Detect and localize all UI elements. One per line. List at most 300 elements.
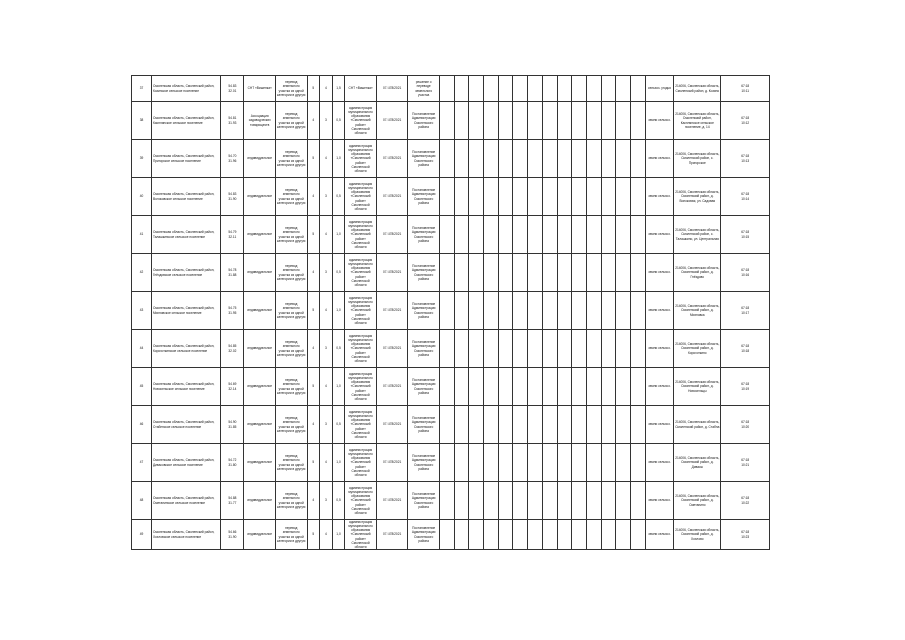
cell-code: 67:18 10:18 <box>721 330 770 368</box>
cell-purpose: индивидуальное <box>244 178 276 216</box>
cell-coords: 54.72 31.80 <box>221 444 244 482</box>
empty-cell <box>557 368 572 406</box>
cell-addr: Смоленская область, Смоленский район, Пригорское сельское поселение <box>151 140 220 178</box>
empty-cell <box>631 140 646 178</box>
empty-cell <box>586 254 601 292</box>
cell-f7: 4 <box>320 444 333 482</box>
empty-cell <box>542 102 557 140</box>
empty-cell <box>572 482 587 520</box>
empty-cell <box>601 254 616 292</box>
empty-cell <box>601 216 616 254</box>
cell-cat: земли сельхоз. <box>645 292 673 330</box>
cell-code: 67:18 10:14 <box>721 178 770 216</box>
cell-dest: 214006, Смоленская область, Смоленский район, с. Пригорское <box>674 140 721 178</box>
empty-cell <box>528 368 543 406</box>
cell-f6: 4 <box>307 102 320 140</box>
cell-f6: 5 <box>307 76 320 102</box>
empty-cell <box>631 102 646 140</box>
empty-cell <box>557 292 572 330</box>
cell-addr: Смоленская область, Смоленский район, Гнёздовское сельское поселение <box>151 254 220 292</box>
empty-cell <box>586 520 601 550</box>
empty-cell <box>439 520 454 550</box>
empty-cell <box>601 368 616 406</box>
document-sheet <box>131 75 770 569</box>
cell-dest: 214006, Смоленская область, Смоленский район, д. Волоковая, ул. Садовая <box>674 178 721 216</box>
cell-num: 44 <box>132 330 152 368</box>
empty-cell <box>528 102 543 140</box>
empty-cell <box>616 76 631 102</box>
cell-code: 67:18 10:15 <box>721 216 770 254</box>
cell-addr: Смоленская область, Смоленский район, Новосельское сельское поселение <box>151 368 220 406</box>
empty-cell <box>616 254 631 292</box>
empty-cell <box>439 292 454 330</box>
empty-cell <box>484 216 499 254</box>
cell-f8: 0,5 <box>332 330 345 368</box>
empty-cell <box>631 482 646 520</box>
cell-doc: Постановление Администрации Смоленского района <box>408 140 440 178</box>
empty-cell <box>572 216 587 254</box>
empty-cell <box>528 76 543 102</box>
cell-type: перевод земельного участка из одной категории в другую <box>275 178 307 216</box>
cell-kad: администрация муниципального образования «Смоленский район» Смоленской области <box>345 140 377 178</box>
cell-purpose: индивидуальное <box>244 216 276 254</box>
cell-doc: Постановление Администрации Смоленского района <box>408 178 440 216</box>
empty-cell <box>528 178 543 216</box>
empty-cell <box>469 368 484 406</box>
cell-addr: Смоленская область, Смоленский район, Козинское сельское поселение <box>151 76 220 102</box>
empty-cell <box>484 254 499 292</box>
empty-cell <box>616 482 631 520</box>
cell-purpose: индивидуальное <box>244 254 276 292</box>
empty-cell <box>469 406 484 444</box>
cell-num: 47 <box>132 444 152 482</box>
cell-kad: администрация муниципального образования «Смоленский район» Смоленской области <box>345 216 377 254</box>
cell-dest: 214006, Смоленская область, Смоленский район, Касплянское сельское поселение, д. 14 <box>674 102 721 140</box>
cell-org: 07-Ч78/2021 <box>376 216 408 254</box>
empty-cell <box>454 216 469 254</box>
cell-cat: земли сельхоз. <box>645 520 673 550</box>
cell-coords: 54.66 31.90 <box>221 520 244 550</box>
empty-cell <box>469 254 484 292</box>
cell-coords: 54.69 32.14 <box>221 368 244 406</box>
empty-cell <box>439 216 454 254</box>
cell-num: 40 <box>132 178 152 216</box>
empty-cell <box>586 406 601 444</box>
cell-addr: Смоленская область, Смоленский район, Михновское сельское поселение <box>151 292 220 330</box>
cell-org: 07-Ч78/2021 <box>376 482 408 520</box>
cell-f7: 4 <box>320 292 333 330</box>
cell-code: 67:18 10:19 <box>721 368 770 406</box>
cell-num: 48 <box>132 482 152 520</box>
cell-kad: администрация муниципального образования «Смоленский район» Смоленской области <box>345 368 377 406</box>
cell-kad: администрация муниципального образования «Смоленский район» Смоленской области <box>345 482 377 520</box>
cell-addr: Смоленская область, Смоленский район, Корохоткинское сельское поселение <box>151 330 220 368</box>
cell-type: перевод земельного участка из одной категории в другую <box>275 140 307 178</box>
empty-cell <box>631 330 646 368</box>
empty-cell <box>586 102 601 140</box>
empty-cell <box>557 406 572 444</box>
empty-cell <box>572 102 587 140</box>
cell-type: перевод земельного участка из одной категории в другую <box>275 444 307 482</box>
empty-cell <box>601 520 616 550</box>
cell-f7: 4 <box>320 140 333 178</box>
cell-cat: земли сельхоз. <box>645 406 673 444</box>
empty-cell <box>454 292 469 330</box>
cell-f7: 3 <box>320 102 333 140</box>
empty-cell <box>484 76 499 102</box>
empty-cell <box>513 406 528 444</box>
cell-doc: Постановление Администрации Смоленского района <box>408 102 440 140</box>
cell-f8: 1,0 <box>332 140 345 178</box>
empty-cell <box>498 482 513 520</box>
empty-cell <box>498 444 513 482</box>
cell-doc: решение о переводе земельного участка <box>408 76 440 102</box>
cell-addr: Смоленская область, Смоленский район, Сметанинское сельское поселение <box>151 482 220 520</box>
table-body <box>132 76 770 550</box>
empty-cell <box>557 330 572 368</box>
empty-cell <box>439 482 454 520</box>
empty-cell <box>498 140 513 178</box>
cell-dest: 214006, Смоленская область, Смоленский район, д. Дивасы <box>674 444 721 482</box>
cell-cat: земли сельхоз. <box>645 254 673 292</box>
empty-cell <box>542 368 557 406</box>
cell-coords: 54.90 31.85 <box>221 406 244 444</box>
cell-code: 67:18 10:11 <box>721 76 770 102</box>
empty-cell <box>616 330 631 368</box>
cell-addr: Смоленская область, Смоленский район, Талашкинское сельское поселение <box>151 216 220 254</box>
empty-cell <box>616 444 631 482</box>
empty-cell <box>439 368 454 406</box>
empty-cell <box>557 102 572 140</box>
cell-type: перевод земельного участка из одной категории в другую <box>275 292 307 330</box>
cell-org: 07-Ч78/2021 <box>376 76 408 102</box>
cell-addr: Смоленская область, Смоленский район, Хохловское сельское поселение <box>151 520 220 550</box>
empty-cell <box>542 178 557 216</box>
empty-cell <box>498 76 513 102</box>
cell-coords: 54.75 31.95 <box>221 292 244 330</box>
cell-code: 67:18 10:20 <box>721 406 770 444</box>
cell-purpose: индивидуальное <box>244 444 276 482</box>
cell-type: перевод земельного участка из одной категории в другую <box>275 102 307 140</box>
empty-cell <box>586 482 601 520</box>
empty-cell <box>469 444 484 482</box>
table-row <box>132 330 770 368</box>
cell-f7: 3 <box>320 406 333 444</box>
cell-num: 46 <box>132 406 152 444</box>
empty-cell <box>601 330 616 368</box>
cell-cat: земли сельхоз. <box>645 178 673 216</box>
cell-dest: 214006, Смоленская область, Смоленский район, д. Михновка <box>674 292 721 330</box>
cell-cat: земли сельхоз. <box>645 140 673 178</box>
empty-cell <box>586 76 601 102</box>
cell-kad: СНТ «Вишенка» <box>345 76 377 102</box>
empty-cell <box>631 292 646 330</box>
empty-cell <box>513 216 528 254</box>
cell-f6: 5 <box>307 140 320 178</box>
empty-cell <box>557 444 572 482</box>
cell-kad: администрация муниципального образования «Смоленский район» Смоленской области <box>345 406 377 444</box>
empty-cell <box>528 406 543 444</box>
cell-f8: 0,5 <box>332 482 345 520</box>
cell-kad: администрация муниципального образования «Смоленский район» Смоленской области <box>345 102 377 140</box>
cell-num: 39 <box>132 140 152 178</box>
cell-cat: земли сельхоз. <box>645 482 673 520</box>
cell-coords: 54.81 31.93 <box>221 102 244 140</box>
cell-f8: 1,0 <box>332 444 345 482</box>
empty-cell <box>542 76 557 102</box>
cell-type: перевод земельного участка из одной категории в другую <box>275 482 307 520</box>
cell-dest: 214006, Смоленская область, Смоленский район, д. Козино <box>674 76 721 102</box>
empty-cell <box>439 76 454 102</box>
empty-cell <box>454 368 469 406</box>
empty-cell <box>498 330 513 368</box>
empty-cell <box>513 178 528 216</box>
cell-code: 67:18 10:22 <box>721 482 770 520</box>
cell-dest: 214006, Смоленская область, Смоленский район, д. Хохлово <box>674 520 721 550</box>
cell-doc: Постановление Администрации Смоленского района <box>408 254 440 292</box>
cell-cat: земли сельхоз. <box>645 444 673 482</box>
cell-f7: 4 <box>320 368 333 406</box>
cell-addr: Смоленская область, Смоленский район, Стабенское сельское поселение <box>151 406 220 444</box>
cell-f7: 3 <box>320 482 333 520</box>
table-row <box>132 216 770 254</box>
empty-cell <box>528 444 543 482</box>
empty-cell <box>469 178 484 216</box>
cell-purpose: индивидуальное <box>244 482 276 520</box>
cell-f8: 0,5 <box>332 178 345 216</box>
empty-cell <box>484 330 499 368</box>
empty-cell <box>631 520 646 550</box>
empty-cell <box>469 102 484 140</box>
empty-cell <box>439 254 454 292</box>
cell-code: 67:18 10:12 <box>721 102 770 140</box>
empty-cell <box>616 216 631 254</box>
empty-cell <box>586 330 601 368</box>
empty-cell <box>601 444 616 482</box>
cell-kad: администрация муниципального образования «Смоленский район» Смоленской области <box>345 330 377 368</box>
empty-cell <box>469 482 484 520</box>
cell-type: перевод земельного участка из одной категории в другую <box>275 368 307 406</box>
empty-cell <box>454 178 469 216</box>
empty-cell <box>616 368 631 406</box>
empty-cell <box>484 520 499 550</box>
empty-cell <box>484 368 499 406</box>
cell-f8: 0,5 <box>332 254 345 292</box>
empty-cell <box>542 330 557 368</box>
empty-cell <box>542 254 557 292</box>
empty-cell <box>498 292 513 330</box>
cell-addr: Смоленская область, Смоленский район, Касплянское сельское поселение <box>151 102 220 140</box>
table-row <box>132 76 770 102</box>
empty-cell <box>454 330 469 368</box>
empty-cell <box>439 330 454 368</box>
empty-cell <box>616 520 631 550</box>
empty-cell <box>454 406 469 444</box>
cell-doc: Постановление Администрации Смоленского района <box>408 482 440 520</box>
cell-coords: 54.70 31.96 <box>221 140 244 178</box>
empty-cell <box>601 178 616 216</box>
empty-cell <box>586 444 601 482</box>
empty-cell <box>616 178 631 216</box>
cell-f6: 4 <box>307 330 320 368</box>
cell-f8: 1,0 <box>332 292 345 330</box>
empty-cell <box>439 140 454 178</box>
cell-purpose: индивидуальное <box>244 330 276 368</box>
empty-cell <box>513 444 528 482</box>
table-row <box>132 254 770 292</box>
empty-cell <box>498 102 513 140</box>
empty-cell <box>572 178 587 216</box>
cell-type: перевод земельного участка из одной категории в другую <box>275 330 307 368</box>
empty-cell <box>572 444 587 482</box>
cell-code: 67:18 10:23 <box>721 520 770 550</box>
empty-cell <box>484 406 499 444</box>
empty-cell <box>498 254 513 292</box>
cell-doc: Постановление Администрации Смоленского района <box>408 520 440 550</box>
empty-cell <box>513 292 528 330</box>
empty-cell <box>557 520 572 550</box>
cell-dest: 214006, Смоленская область, Смоленский район, д. Гнёздово <box>674 254 721 292</box>
cell-type: перевод земельного участка из одной категории в другую <box>275 406 307 444</box>
empty-cell <box>572 76 587 102</box>
cell-purpose: индивидуальное <box>244 292 276 330</box>
cell-org: 07-Ч78/2021 <box>376 292 408 330</box>
cell-f6: 5 <box>307 292 320 330</box>
empty-cell <box>528 140 543 178</box>
empty-cell <box>631 178 646 216</box>
cell-purpose: Ассоциация садоводческих товариществ <box>244 102 276 140</box>
cell-dest: 214006, Смоленская область, Смоленский район, д. Новосельцы <box>674 368 721 406</box>
empty-cell <box>484 102 499 140</box>
empty-cell <box>439 406 454 444</box>
table-row <box>132 482 770 520</box>
table-row <box>132 102 770 140</box>
table-row <box>132 520 770 550</box>
empty-cell <box>586 292 601 330</box>
cell-org: 07-Ч78/2021 <box>376 102 408 140</box>
cell-coords: 54.78 31.88 <box>221 254 244 292</box>
empty-cell <box>513 76 528 102</box>
cell-coords: 54.85 32.02 <box>221 330 244 368</box>
cell-f8: 1,5 <box>332 76 345 102</box>
cell-org: 07-Ч78/2021 <box>376 254 408 292</box>
empty-cell <box>454 482 469 520</box>
empty-cell <box>469 292 484 330</box>
cell-coords: 54.79 32.11 <box>221 216 244 254</box>
empty-cell <box>484 140 499 178</box>
cell-addr: Смоленская область, Смоленский район, Волоковское сельское поселение <box>151 178 220 216</box>
empty-cell <box>557 76 572 102</box>
empty-cell <box>513 520 528 550</box>
cell-cat: земли сельхоз. <box>645 102 673 140</box>
cell-f8: 1,0 <box>332 368 345 406</box>
cell-org: 07-Ч78/2021 <box>376 330 408 368</box>
empty-cell <box>616 292 631 330</box>
empty-cell <box>513 482 528 520</box>
empty-cell <box>454 444 469 482</box>
empty-cell <box>484 482 499 520</box>
empty-cell <box>454 140 469 178</box>
empty-cell <box>616 406 631 444</box>
empty-cell <box>528 216 543 254</box>
cell-num: 42 <box>132 254 152 292</box>
cell-kad: администрация муниципального образования «Смоленский район» Смоленской области <box>345 444 377 482</box>
empty-cell <box>631 406 646 444</box>
empty-cell <box>572 368 587 406</box>
empty-cell <box>586 178 601 216</box>
cell-code: 67:18 10:16 <box>721 254 770 292</box>
cell-doc: Постановление Администрации Смоленского района <box>408 216 440 254</box>
cell-purpose: индивидуальное <box>244 368 276 406</box>
empty-cell <box>528 520 543 550</box>
cell-org: 07-Ч78/2021 <box>376 406 408 444</box>
cell-code: 67:18 10:13 <box>721 140 770 178</box>
table-row <box>132 368 770 406</box>
cell-f6: 4 <box>307 254 320 292</box>
empty-cell <box>528 482 543 520</box>
empty-cell <box>542 444 557 482</box>
empty-cell <box>484 292 499 330</box>
cell-code: 67:18 10:21 <box>721 444 770 482</box>
cell-f7: 3 <box>320 330 333 368</box>
cell-doc: Постановление Администрации Смоленского района <box>408 444 440 482</box>
empty-cell <box>513 254 528 292</box>
cell-org: 07-Ч78/2021 <box>376 368 408 406</box>
empty-cell <box>439 444 454 482</box>
cell-dest: 214006, Смоленская область, Смоленский район, д. Стабна <box>674 406 721 444</box>
cell-f6: 4 <box>307 482 320 520</box>
cell-doc: Постановление Администрации Смоленского района <box>408 368 440 406</box>
empty-cell <box>572 520 587 550</box>
cell-purpose: индивидуальное <box>244 520 276 550</box>
empty-cell <box>498 368 513 406</box>
empty-cell <box>469 140 484 178</box>
empty-cell <box>439 178 454 216</box>
cell-kad: администрация муниципального образования «Смоленский район» Смоленской области <box>345 254 377 292</box>
empty-cell <box>631 76 646 102</box>
cell-f7: 4 <box>320 520 333 550</box>
cell-purpose: индивидуальное <box>244 140 276 178</box>
empty-cell <box>484 444 499 482</box>
empty-cell <box>601 102 616 140</box>
cell-f8: 1,0 <box>332 520 345 550</box>
empty-cell <box>631 216 646 254</box>
empty-cell <box>586 140 601 178</box>
empty-cell <box>601 292 616 330</box>
empty-cell <box>601 406 616 444</box>
cell-num: 38 <box>132 102 152 140</box>
empty-cell <box>498 216 513 254</box>
empty-cell <box>513 368 528 406</box>
cell-cat: земли сельхоз. <box>645 216 673 254</box>
empty-cell <box>498 178 513 216</box>
empty-cell <box>601 140 616 178</box>
empty-cell <box>572 254 587 292</box>
cell-doc: Постановление Администрации Смоленского района <box>408 292 440 330</box>
cell-org: 07-Ч78/2021 <box>376 520 408 550</box>
empty-cell <box>469 330 484 368</box>
cell-f7: 3 <box>320 178 333 216</box>
empty-cell <box>557 482 572 520</box>
empty-cell <box>513 140 528 178</box>
empty-cell <box>454 76 469 102</box>
cell-f7: 3 <box>320 254 333 292</box>
empty-cell <box>586 368 601 406</box>
empty-cell <box>616 140 631 178</box>
empty-cell <box>469 76 484 102</box>
empty-cell <box>454 102 469 140</box>
cell-coords: 54.88 31.77 <box>221 482 244 520</box>
